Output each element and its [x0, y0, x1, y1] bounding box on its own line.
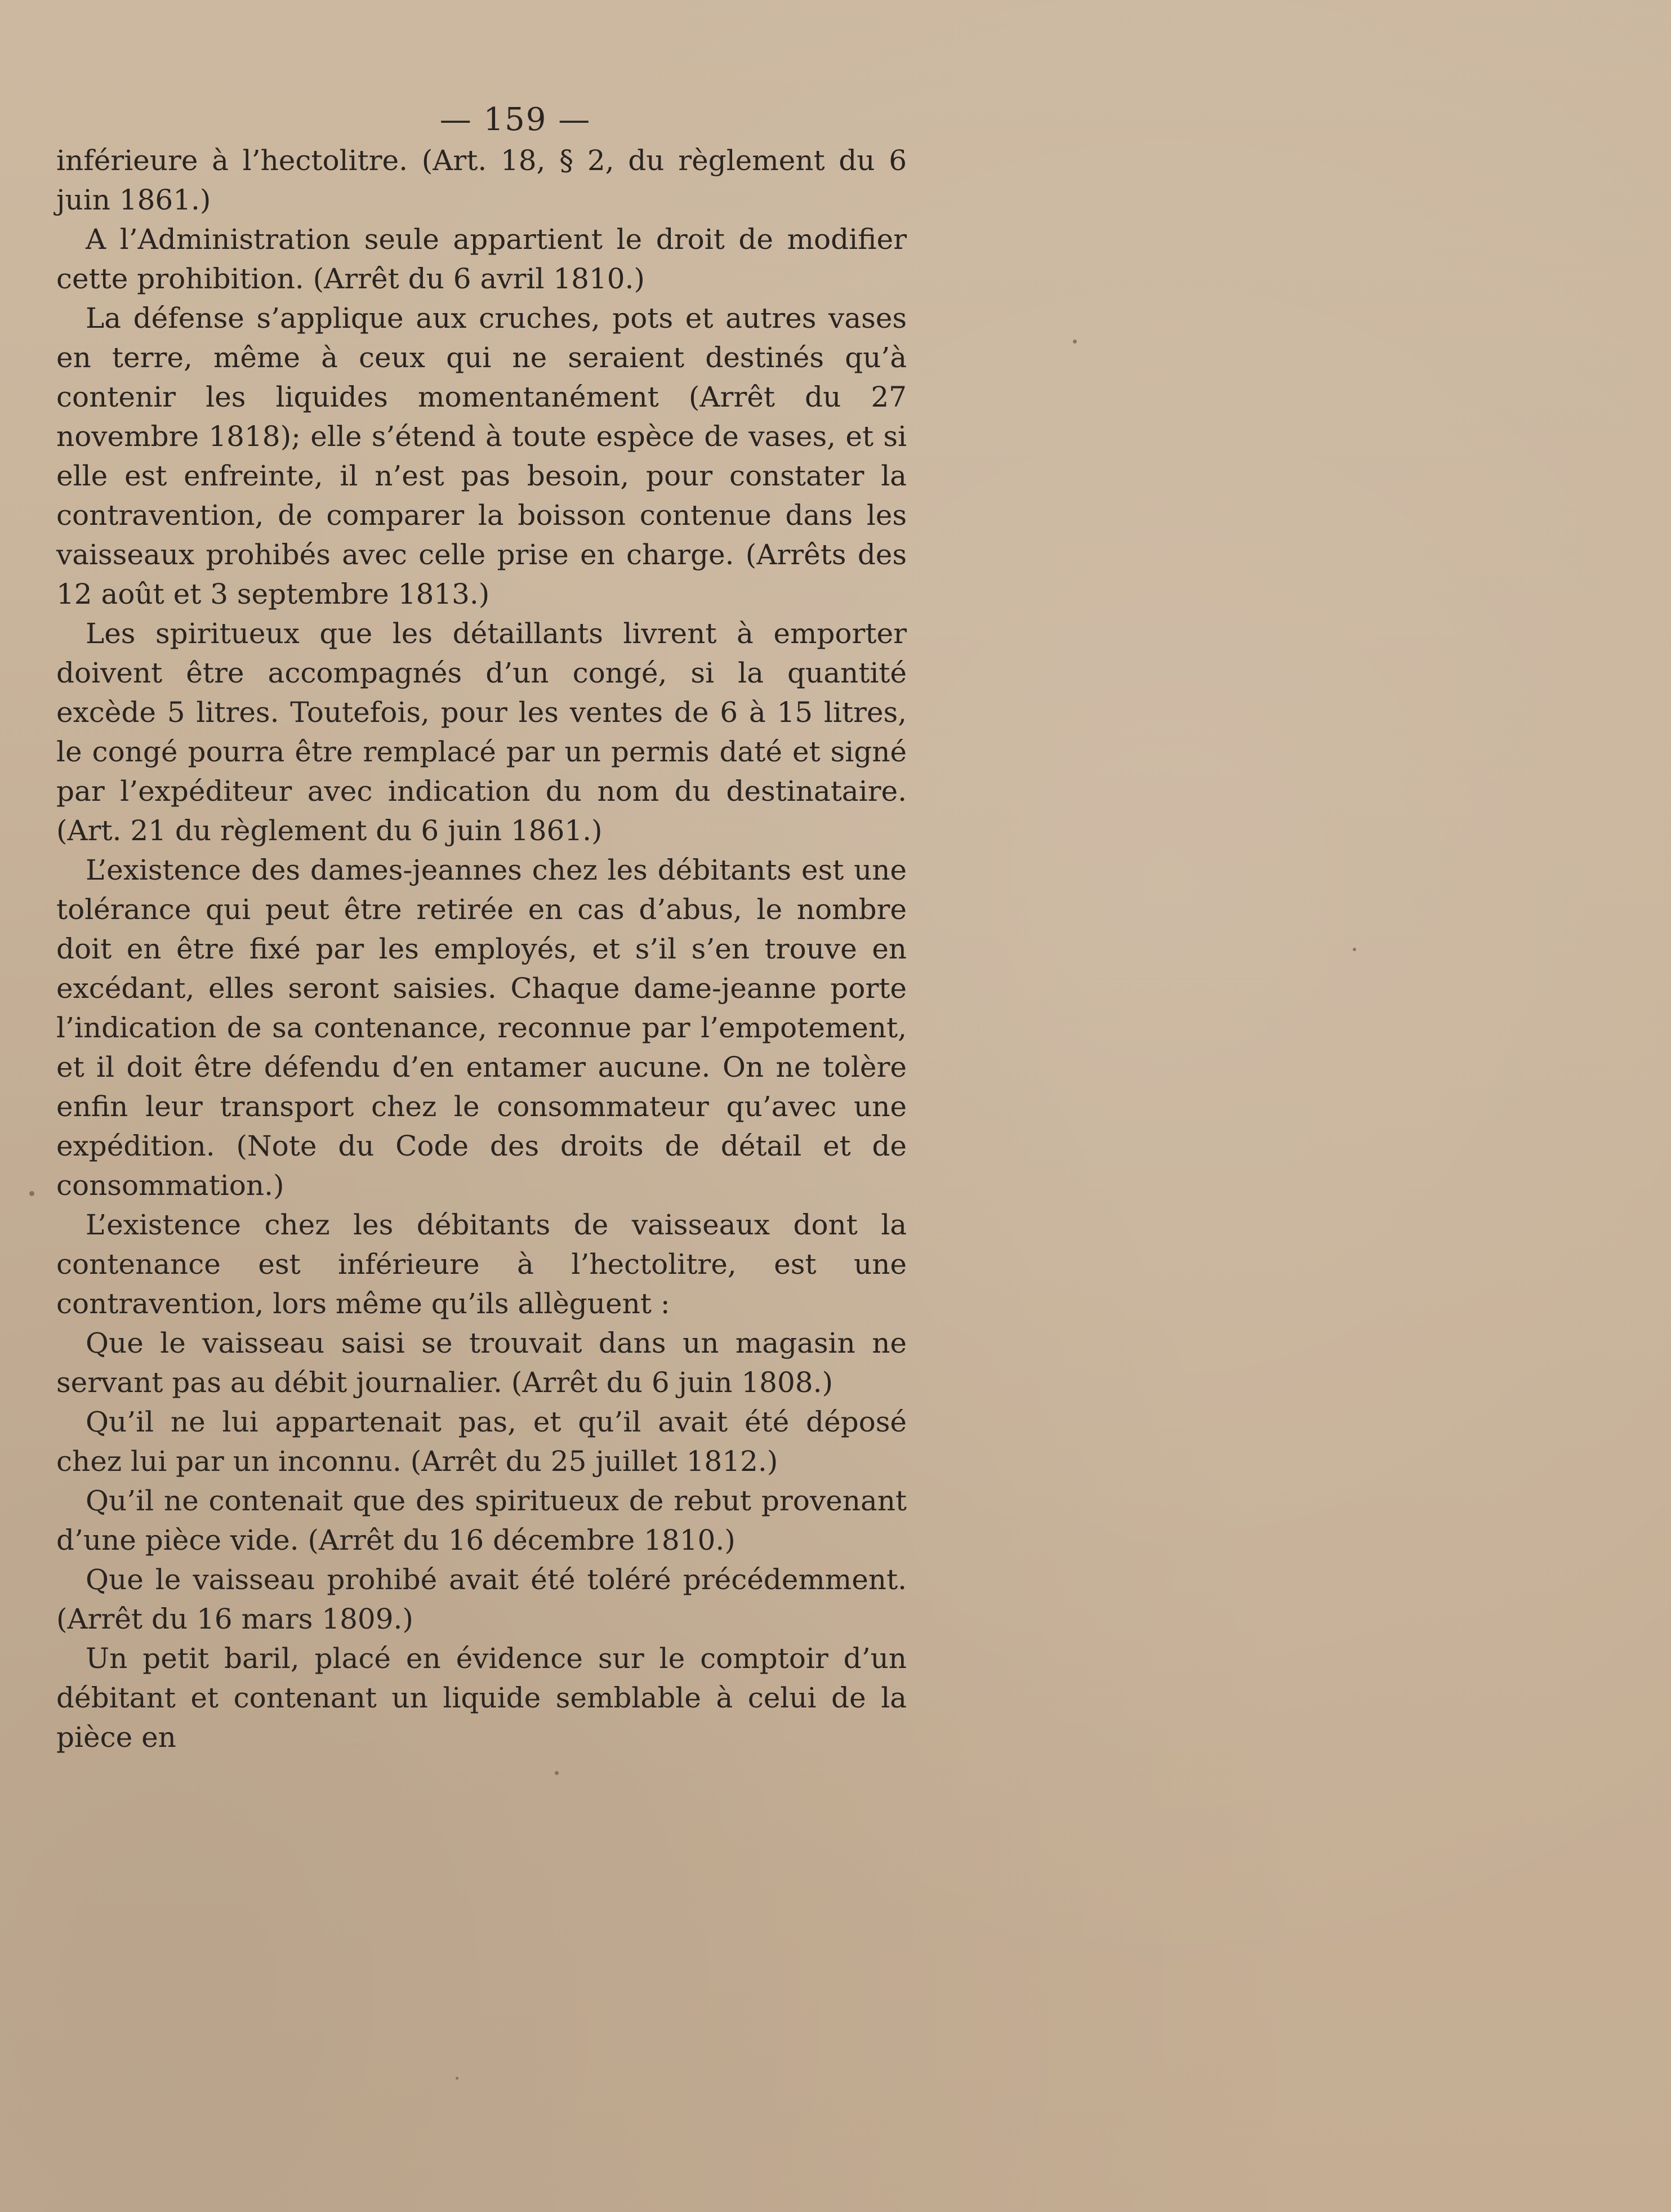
paragraph: Un petit baril, placé en évidence sur le comptoir d’un débitant et contenant un liquide semblable à celui de la pièce en: [56, 1642, 907, 1754]
paragraph: L’existence chez les débitants de vaisseaux dont la contenance est inférieure à l’hectolitre, est une contravention, lors même qu’ils allèguent :: [56, 1208, 907, 1320]
list-item: Qu’il ne lui appartenait pas, et qu’il avait été déposé chez lui par un inconnu. (Arrêt du 25 juillet 1812.): [56, 1406, 907, 1478]
paragraph: La défense s’applique aux cruches, pots et autres vases en terre, même à ceux qui ne seraient destinés qu’à contenir les liquides momentanément (Arrêt du 27 novembre 1818); elle s’étend à toute espèce de vases, et si elle est enfreinte, il n’est pas besoin, pour constater la contravention, de comparer la boisson contenue dans les vaisseaux prohibés avec celle prise en charge. (Arrêts des 12 août et 3 septembre 1813.): [56, 302, 907, 610]
list-item: Qu’il ne contenait que des spiritueux de rebut provenant d’une pièce vide. (Arrêt du 16 décembre 1810.): [56, 1484, 907, 1557]
paragraph: A l’Administration seule appartient le droit de modifier cette prohibition. (Arrêt du 6 avril 1810.): [56, 223, 907, 295]
paper-speck: [29, 1191, 34, 1196]
paragraph: Les spiritueux que les détaillants livrent à emporter doivent être accompagnés d’un congé, si la quantité excède 5 litres. Toutefois, pour les ventes de 6 à 15 litres, le congé pourra être remplacé par un permis daté et signé par l’expéditeur avec indication du nom du destinataire. (Art. 21 du règlement du 6 juin 1861.): [56, 617, 907, 847]
paragraph: L’existence des dames-jeannes chez les débitants est une tolérance qui peut être retirée en cas d’abus, le nombre doit en être fixé par les employés, et s’il s’en trouve en excédant, elles seront saisies. Chaque dame-jeanne porte l’indication de sa contenance, reconnue par l’empotement, et il doit être défendu d’en entamer aucune. On ne tolère enfin leur transport chez le consommateur qu’avec une expédition. (Note du Code des droits de détail et de consommation.): [56, 854, 907, 1202]
list-item: Que le vaisseau saisi se trouvait dans un magasin ne servant pas au débit journalier. (Arrêt du 6 juin 1808.): [56, 1327, 907, 1399]
paper-speck: [456, 2077, 458, 2080]
paper-speck: [1073, 340, 1077, 344]
paper-speck: [1353, 948, 1356, 951]
paper-speck: [555, 1771, 559, 1775]
paragraph-continuation: inférieure à l’hectolitre. (Art. 18, § 2, du règlement du 6 juin 1861.): [56, 144, 907, 216]
list-item: Que le vaisseau prohibé avait été toléré précédemment. (Arrêt du 16 mars 1809.): [56, 1563, 907, 1635]
page-number: — 159 —: [439, 101, 591, 138]
body-text: [56, 141, 907, 1757]
